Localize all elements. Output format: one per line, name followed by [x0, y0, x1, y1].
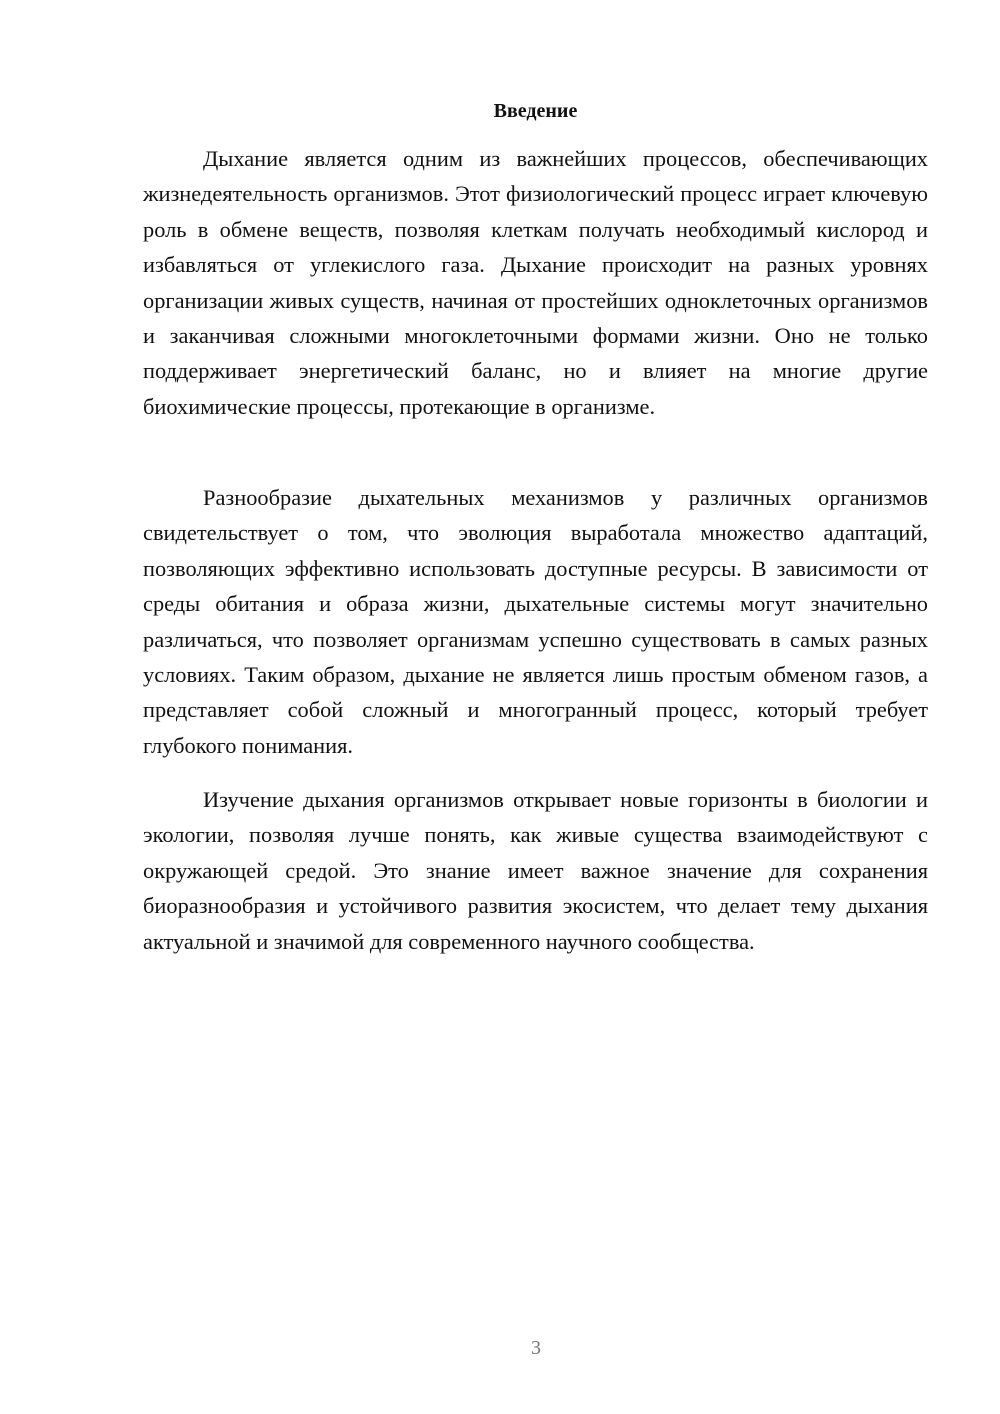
page-number: 3 [531, 1337, 541, 1359]
paragraph-study: Изучение дыхания организмов открывает новые горизонты в биологии и экологии, позволяя лучше понять, как живые существа взаимодействуют с окружающей средой. Это знание имеет важное значение для сохранения биоразнообразия и устойчивого развития экосистем, что делает тему дыхания актуальной и значимой для современного научного сообщества. [143, 787, 928, 954]
page-title: Введение [493, 100, 578, 122]
paragraph-diversity: Разнообразие дыхательных механизмов у различных организмов свидетельствует о том, что эволюция выработала множество адаптаций, позволяющих эффективно использовать доступные ресурсы. В зависимости от среды обитания и образа жизни, дыхательные системы могут значительно различаться, что позволяет организмам успешно существовать в самых разных условиях. Таким образом, дыхание не является лишь простым обменом газов, а представляет собой сложный и многогранный процесс, который требует глубокого понимания. [143, 485, 928, 758]
paragraph-intro: Дыхание является одним из важнейших процессов, обеспечивающих жизнедеятельность организмов. Этот физиологический процесс играет ключевую роль в обмене веществ, позволяя клеткам получать необходимый кислород и избавляться от углекислого газа. Дыхание происходит на разных уровнях организации живых существ, начиная от простейших одноклеточных организмов и заканчивая сложными многоклеточными формами жизни. Оно не только поддерживает энергетический баланс, но и влияет на многие другие биохимические процессы, протекающие в организме. [143, 146, 928, 419]
